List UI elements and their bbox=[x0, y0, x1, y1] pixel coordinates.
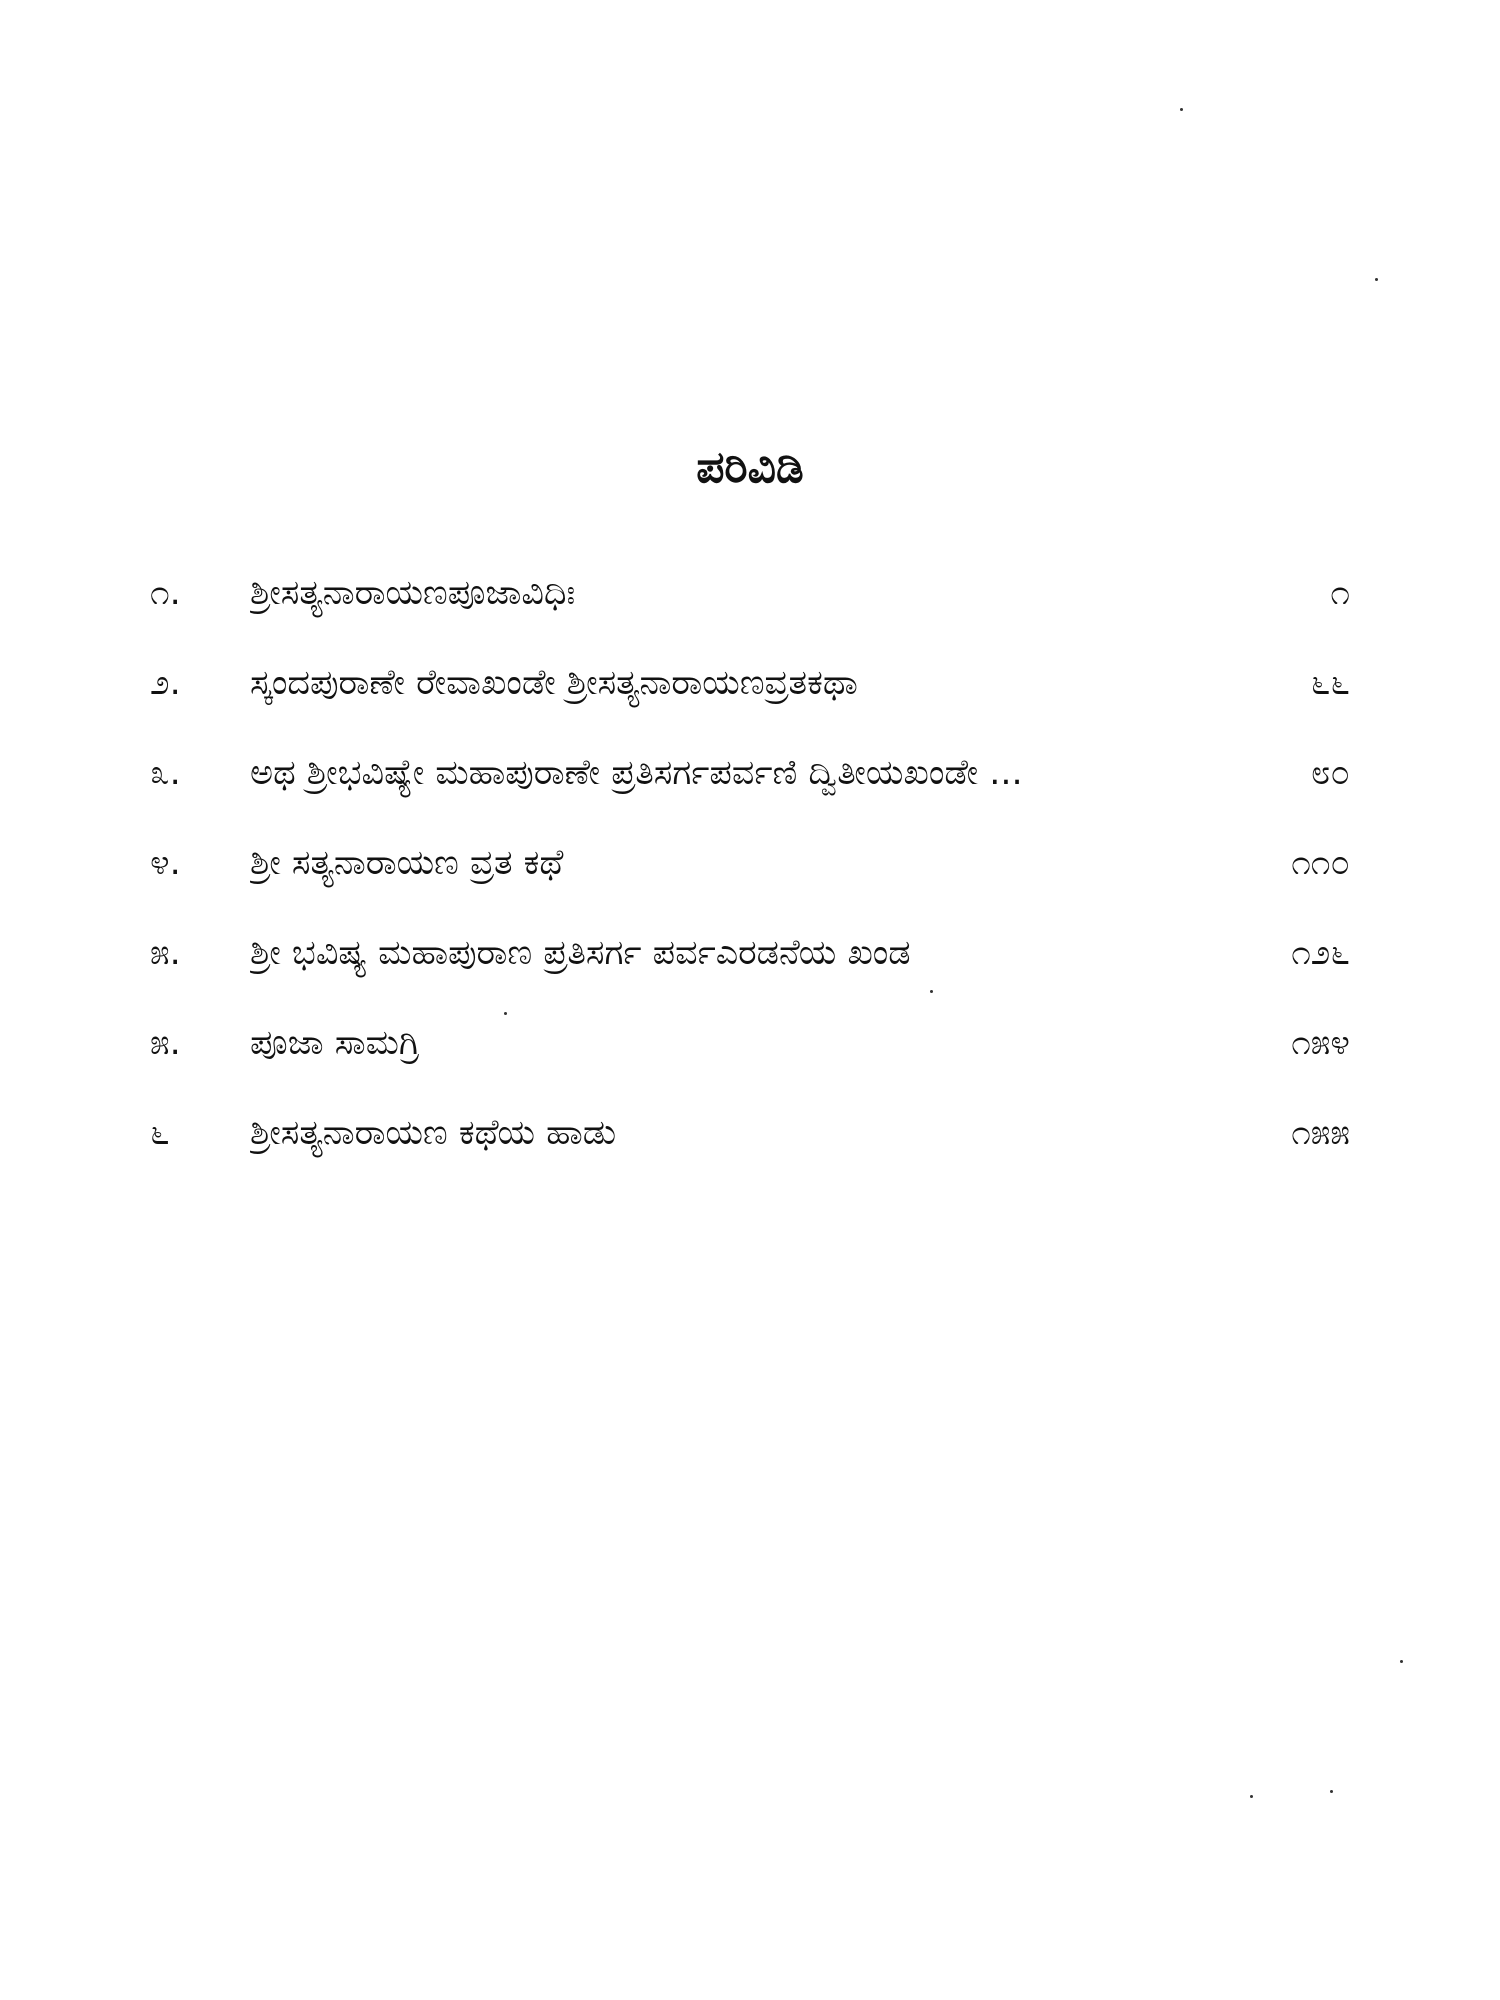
toc-row bbox=[150, 728, 1350, 818]
toc-title: ಶ್ರೀ ಸತ್ಯನಾರಾಯಣ ವ್ರತ ಕಥೆ bbox=[250, 843, 564, 883]
scan-speck bbox=[504, 1012, 507, 1015]
toc-row bbox=[150, 908, 1350, 998]
toc-title: ಅಥ ಶ್ರೀಭವಿಷ್ಯೇ ಮಹಾಪುರಾಣೇ ಪ್ರತಿಸರ್ಗಪರ್ವಣಿ ದ್ವಿತೀಯಖಂಡೇ ... bbox=[250, 753, 1023, 793]
toc-title: ಶ್ರೀ ಭವಿಷ್ಯ ಮಹಾಪುರಾಣ ಪ್ರತಿಸರ್ಗ ಪರ್ವಎರಡನೆಯ ಖಂಡ bbox=[250, 933, 911, 973]
toc-page-number: ೧ bbox=[1330, 573, 1350, 613]
scan-speck bbox=[1375, 278, 1378, 281]
toc-number: ೧. bbox=[150, 573, 181, 613]
toc-number: ೩. bbox=[150, 753, 181, 793]
scan-speck bbox=[930, 990, 933, 993]
toc-page-number: ೧೨೬ bbox=[1291, 933, 1350, 973]
scan-speck bbox=[1400, 1660, 1403, 1663]
toc-row bbox=[150, 638, 1350, 728]
toc-row bbox=[150, 548, 1350, 638]
toc-page-number: ೧೧೦ bbox=[1291, 843, 1350, 883]
toc-row bbox=[150, 1088, 1350, 1178]
toc-title: ಶ್ರೀಸತ್ಯನಾರಾಯಣ ಕಥೆಯ ಹಾಡು bbox=[250, 1113, 617, 1153]
toc-number: ೨. bbox=[150, 663, 181, 703]
toc-row bbox=[150, 818, 1350, 908]
toc-row bbox=[150, 998, 1350, 1088]
toc-page-number: ೧೫೪ bbox=[1291, 1023, 1350, 1063]
toc-title: ಪೂಜಾ ಸಾಮಗ್ರಿ bbox=[250, 1023, 420, 1063]
page-title: ಪರಿವಿಡಿ bbox=[696, 442, 804, 493]
scan-speck bbox=[1180, 108, 1183, 111]
toc-number: ೫. bbox=[150, 1023, 181, 1063]
toc-number: ೫. bbox=[150, 933, 181, 973]
toc-page-number: ೧೫೫ bbox=[1291, 1113, 1350, 1153]
scan-speck bbox=[1330, 1790, 1333, 1793]
toc-page-number: ೮೦ bbox=[1310, 753, 1350, 793]
toc-page-number: ೬೬ bbox=[1310, 663, 1350, 703]
toc-title: ಶ್ರೀಸತ್ಯನಾರಾಯಣಪೂಜಾವಿಧಿಃ bbox=[250, 573, 576, 613]
scan-speck bbox=[1250, 1795, 1253, 1798]
toc-number: ೪. bbox=[150, 843, 181, 883]
toc-title: ಸ್ಕಂದಪುರಾಣೇ ರೇವಾಖಂಡೇ ಶ್ರೀಸತ್ಯನಾರಾಯಣವ್ರತಕಥಾ bbox=[250, 663, 858, 703]
table-of-contents bbox=[150, 548, 1350, 1178]
toc-number: ೬ bbox=[150, 1113, 170, 1153]
